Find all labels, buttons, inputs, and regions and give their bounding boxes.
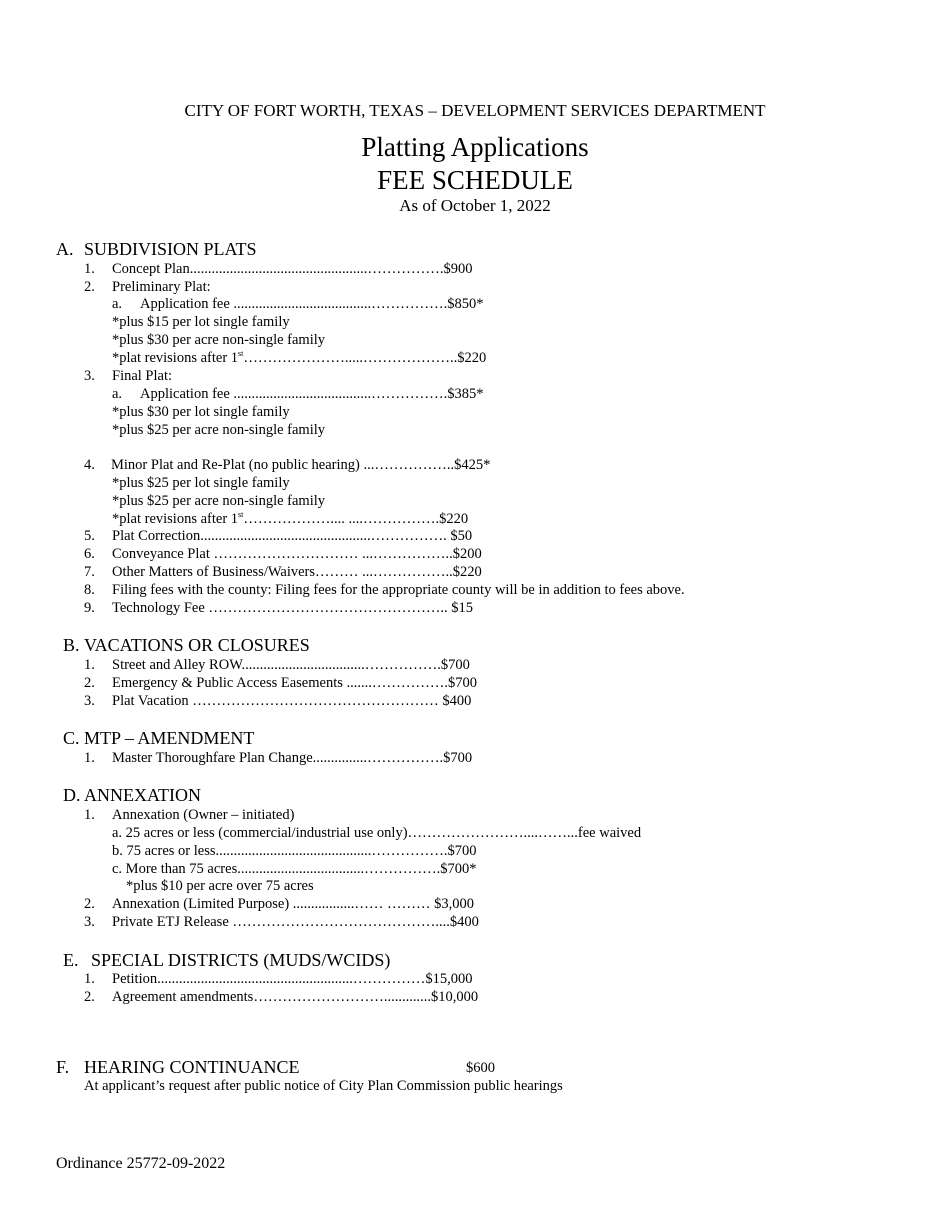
section-a-title: SUBDIVISION PLATS bbox=[84, 239, 257, 259]
fee-note: *plat revisions after 1st……………….... ....…………….$220 bbox=[112, 510, 469, 527]
fee-note: *plus $25 per lot single family bbox=[112, 475, 290, 491]
list-number: 2. bbox=[84, 675, 95, 691]
fee-note: *plus $10 per acre over 75 acres bbox=[126, 878, 314, 894]
effective-date: As of October 1, 2022 bbox=[399, 196, 551, 215]
fee-line: Annexation (Owner – initiated) bbox=[112, 807, 295, 823]
page-title: Platting Applications bbox=[361, 132, 589, 162]
sub-letter: a. bbox=[112, 296, 123, 312]
fee-line: Application fee ......................................…………….$850* bbox=[140, 296, 484, 312]
fee-line: Technology Fee ………………………………………….. $15 bbox=[112, 600, 474, 616]
fee-note: At applicant’s request after public notice of City Plan Commission public hearings bbox=[84, 1078, 563, 1094]
sub-letter: a. bbox=[112, 386, 123, 402]
fee-line: Master Thoroughfare Plan Change...............…………….$700 bbox=[112, 750, 473, 766]
section-e-title: SPECIAL DISTRICTS (MUDS/WCIDS) bbox=[91, 950, 391, 970]
list-number: 2. bbox=[84, 989, 95, 1005]
ordinance-number: Ordinance 25772-09-2022 bbox=[56, 1155, 226, 1172]
section-c-title: MTP – AMENDMENT bbox=[84, 728, 255, 748]
list-number: 9. bbox=[84, 600, 95, 616]
fee-line: Minor Plat and Re-Plat (no public hearing) ...……………..$425* bbox=[111, 457, 491, 473]
list-number: 3. bbox=[84, 693, 95, 709]
fee-line: Other Matters of Business/Waivers……… ...……………..$220 bbox=[112, 564, 482, 580]
list-number: 3. bbox=[84, 914, 95, 930]
fee-line: a. 25 acres or less (commercial/industrial use only)……………………....……...fee waived bbox=[112, 825, 642, 841]
section-c-letter: C. bbox=[63, 728, 80, 748]
fee-line: Agreement amendments……………………….............$10,000 bbox=[112, 989, 479, 1005]
section-d-letter: D. bbox=[63, 785, 81, 805]
fee-line: Application fee ......................................…………….$385* bbox=[140, 386, 484, 402]
list-number: 2. bbox=[84, 896, 95, 912]
hearing-fee: $600 bbox=[466, 1060, 495, 1076]
list-number: 7. bbox=[84, 564, 95, 580]
fee-note: *plus $15 per lot single family bbox=[112, 314, 290, 330]
section-e-letter: E. bbox=[63, 950, 79, 970]
section-b-letter: B. bbox=[63, 635, 80, 655]
fee-note: *plus $25 per acre non-single family bbox=[112, 422, 326, 438]
fee-note: *plat revisions after 1st………………….....………………..$220 bbox=[112, 349, 487, 366]
fee-note: *plus $30 per acre non-single family bbox=[112, 332, 326, 348]
fee-line: Plat Correction...............................................……………. $50 bbox=[112, 528, 473, 544]
list-number: 1. bbox=[84, 750, 95, 766]
list-number: 3. bbox=[84, 368, 95, 384]
fee-line: Street and Alley ROW..................................…………….$700 bbox=[112, 657, 470, 673]
section-f-title: HEARING CONTINUANCE bbox=[84, 1057, 300, 1077]
section-a-letter: A. bbox=[56, 239, 74, 259]
fee-note: *plus $25 per acre non-single family bbox=[112, 493, 326, 509]
page-subtitle: FEE SCHEDULE bbox=[377, 165, 573, 195]
section-b-title: VACATIONS OR CLOSURES bbox=[84, 635, 310, 655]
list-number: 6. bbox=[84, 546, 95, 562]
list-number: 1. bbox=[84, 261, 95, 277]
fee-line: Final Plat: bbox=[112, 368, 173, 384]
section-f-letter: F. bbox=[56, 1057, 70, 1077]
fee-note: *plus $30 per lot single family bbox=[112, 404, 290, 420]
fee-line: Preliminary Plat: bbox=[112, 279, 211, 295]
fee-line: Annexation (Limited Purpose) .................…… ……… $3,000 bbox=[112, 896, 475, 912]
list-number: 4. bbox=[84, 457, 95, 473]
list-number: 8. bbox=[84, 582, 95, 598]
fee-line: Filing fees with the county: Filing fees for the appropriate county will be in addition to fees above. bbox=[112, 582, 685, 598]
list-number: 1. bbox=[84, 657, 95, 673]
list-number: 1. bbox=[84, 807, 95, 823]
list-number: 5. bbox=[84, 528, 95, 544]
list-number: 1. bbox=[84, 971, 95, 987]
fee-line: Private ETJ Release ……………………………………....$400 bbox=[112, 914, 479, 930]
department-header: CITY OF FORT WORTH, TEXAS – DEVELOPMENT SERVICES DEPARTMENT bbox=[184, 101, 766, 120]
list-number: 2. bbox=[84, 279, 95, 295]
fee-line: c. More than 75 acres...................................…………….$700* bbox=[112, 861, 477, 877]
section-d-title: ANNEXATION bbox=[84, 785, 201, 805]
fee-line: b. 75 acres or less...........................................…………….$700 bbox=[112, 843, 477, 859]
fee-line: Emergency & Public Access Easements .......…………….$700 bbox=[112, 675, 477, 691]
fee-line: Concept Plan.................................................…………….$900 bbox=[112, 261, 473, 277]
fee-line: Petition......................................................……………$15,000 bbox=[112, 971, 473, 987]
fee-line: Plat Vacation …………………………………………… $400 bbox=[112, 693, 472, 709]
fee-line: Conveyance Plat ………………………… ...……………..$200 bbox=[112, 546, 482, 562]
